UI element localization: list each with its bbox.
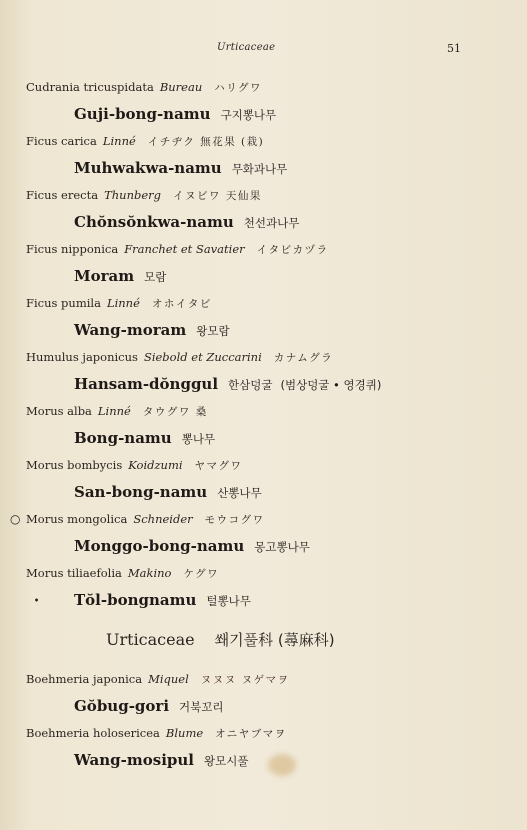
family-korean-name: 쐐기풀科 (蕁麻科) xyxy=(214,631,335,649)
korean-hangul: 무화과나무 xyxy=(231,162,288,176)
latin-binomial: Ficus erecta xyxy=(26,188,99,202)
korean-romanized: Tŏl-bongnamu xyxy=(74,591,197,609)
latin-binomial: Boehmeria holosericea xyxy=(26,726,160,740)
korean-name-line xyxy=(0,479,527,506)
latin-name-line xyxy=(0,236,527,263)
author: Siebold et Zuccarini xyxy=(143,350,262,364)
korean-romanized: Wang-mosipul xyxy=(74,751,194,769)
latin-name-line xyxy=(0,452,527,479)
korean-romanized: Wang-moram xyxy=(74,321,187,339)
korean-hangul: 한삼덩굴 xyxy=(228,378,273,392)
korean-romanized: Gŏbug-gori xyxy=(74,697,170,715)
latin-binomial: Morus mongolica xyxy=(26,512,128,526)
korean-romanized: Bong-namu xyxy=(74,429,172,447)
species-list xyxy=(0,74,527,774)
japanese-name: ヤマグワ xyxy=(194,460,243,472)
latin-name-line xyxy=(0,506,527,533)
korean-name-line xyxy=(0,263,527,290)
latin-name-line xyxy=(0,74,527,101)
running-head xyxy=(0,42,527,58)
korean-hangul: 거북꼬리 xyxy=(179,700,224,714)
korean-hangul: 몽고뽕나무 xyxy=(254,540,310,554)
korean-romanized: Moram xyxy=(74,267,135,285)
japanese-name: イヌビワ 天仙果 xyxy=(173,190,262,202)
korean-romanized: San-bong-namu xyxy=(74,483,208,501)
japanese-name: ヌヌヌ ヌゲマヲ xyxy=(200,674,290,686)
korean-name-line xyxy=(0,101,527,128)
latin-name-line xyxy=(0,666,527,693)
korean-hangul: 산뽕나무 xyxy=(217,486,262,500)
page-number: 51 xyxy=(447,42,461,55)
author: Koidzumi xyxy=(128,458,183,472)
author: Linné xyxy=(97,404,131,418)
latin-binomial: Ficus nipponica xyxy=(26,242,119,256)
korean-hangul: 구지뽕나무 xyxy=(220,108,277,122)
japanese-name: ケグワ xyxy=(183,568,220,580)
latin-name-line xyxy=(0,560,527,587)
japanese-name: ハリグワ xyxy=(214,82,263,94)
korean-name-line xyxy=(0,209,527,236)
korean-name-line xyxy=(0,155,527,182)
latin-binomial: Morus alba xyxy=(26,404,92,418)
latin-binomial: Ficus carica xyxy=(26,134,97,148)
author: Bureau xyxy=(159,80,203,94)
family-name: Urticaceae xyxy=(106,630,195,649)
korean-hangul: 털뽕나무 xyxy=(206,594,251,608)
paper-stain xyxy=(268,754,296,776)
latin-name-line xyxy=(0,344,527,371)
latin-binomial: Morus tiliaefolia xyxy=(26,566,122,580)
japanese-name: タウグワ 桑 xyxy=(142,406,208,418)
korean-romanized: Chŏnsŏnkwa-namu xyxy=(74,213,234,231)
latin-name-line xyxy=(0,182,527,209)
author: Miquel xyxy=(148,672,189,686)
author: Thunberg xyxy=(104,188,162,202)
latin-name-line xyxy=(0,720,527,747)
author: Linné xyxy=(102,134,136,148)
korean-name-line xyxy=(0,425,527,452)
korean-romanized: Hansam-dŏnggul xyxy=(74,375,219,393)
japanese-name: モウコグワ xyxy=(204,514,265,526)
running-head-title: Urticaceae xyxy=(217,42,276,53)
author: Franchet et Savatier xyxy=(124,242,245,256)
korean-name-line xyxy=(0,371,527,398)
korean-romanized: Monggo-bong-namu xyxy=(74,537,245,555)
korean-name-line xyxy=(0,533,527,560)
latin-name-line xyxy=(0,398,527,425)
korean-name-line xyxy=(0,587,527,614)
korean-hangul: 왕모람 xyxy=(196,324,230,338)
author: Schneider xyxy=(133,512,193,526)
korean-hangul: 모람 xyxy=(144,270,167,284)
latin-binomial: Morus bombycis xyxy=(26,458,123,472)
korean-hangul: 왕모시풀 xyxy=(204,754,249,768)
bullet-mark: • xyxy=(34,595,40,605)
latin-binomial: Boehmeria japonica xyxy=(26,672,143,686)
alternate-korean-names: (범상덩굴 • 영경퀴) xyxy=(280,378,382,392)
korean-hangul: 뽕나무 xyxy=(181,432,216,446)
author: Linné xyxy=(106,296,140,310)
japanese-name: カナムグラ xyxy=(273,352,334,364)
korean-name-line xyxy=(0,693,527,720)
japanese-name: オホイタビ xyxy=(151,298,212,310)
korean-romanized: Guji-bong-namu xyxy=(74,105,211,123)
japanese-name: オニヤブマヲ xyxy=(215,728,287,740)
korean-name-line xyxy=(0,747,527,774)
latin-binomial: Cudrania tricuspidata xyxy=(26,80,154,94)
korean-name-line xyxy=(0,317,527,344)
japanese-name: イタビカヅラ xyxy=(256,244,329,256)
japanese-name: イチヂク 無花果 (栽) xyxy=(147,136,265,148)
korean-romanized: Muhwakwa-namu xyxy=(74,159,222,177)
latin-binomial: Humulus japonicus xyxy=(26,350,138,364)
author: Makino xyxy=(127,566,172,580)
latin-name-line xyxy=(0,290,527,317)
author: Blume xyxy=(165,726,204,740)
circle-mark: ○ xyxy=(10,512,21,526)
korean-hangul: 천선과나무 xyxy=(243,216,300,230)
latin-binomial: Ficus pumila xyxy=(26,296,101,310)
latin-name-line xyxy=(0,128,527,155)
family-heading xyxy=(0,614,527,666)
